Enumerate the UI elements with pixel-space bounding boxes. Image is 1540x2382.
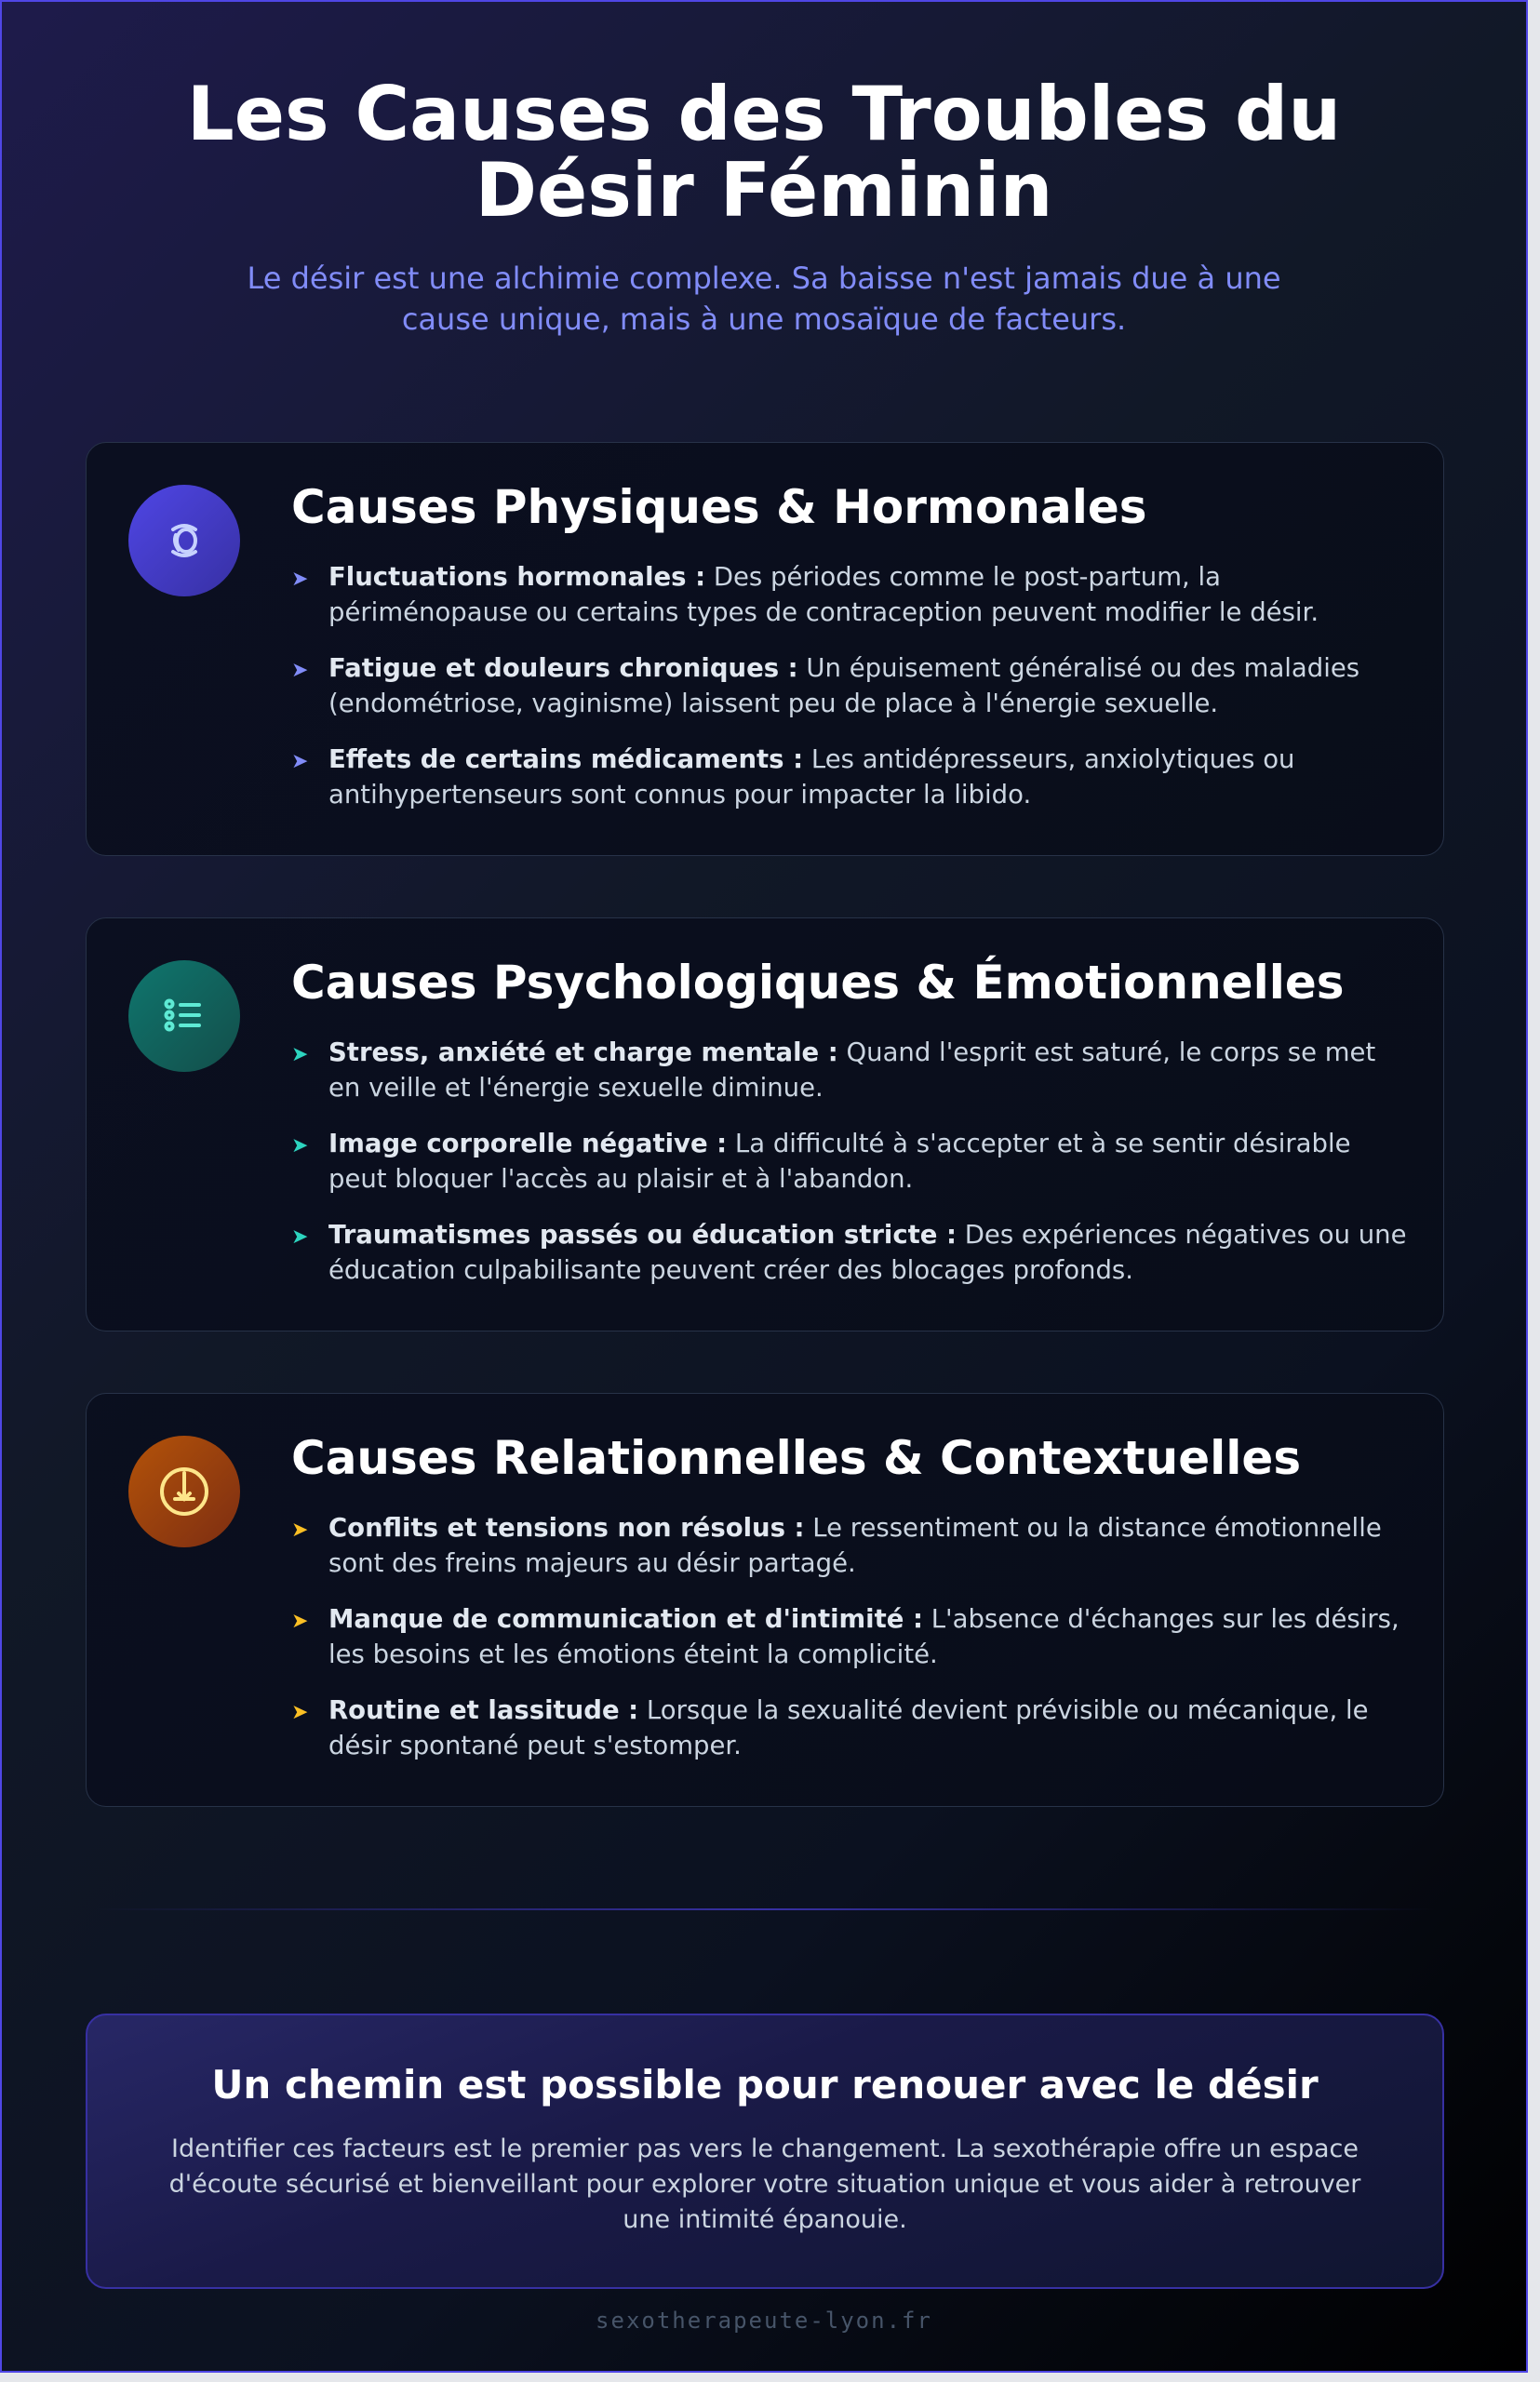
list-item: ➤ Routine et lassitude : Lorsque la sexualité devient prévisible ou mécanique, le désir spontané peut s'estomper.	[291, 1695, 1369, 1760]
title-line-2: Désir Féminin	[475, 147, 1053, 234]
arrow-icon: ➤	[291, 1225, 309, 1249]
arrow-icon: ➤	[291, 659, 309, 682]
section-title: Causes Physiques & Hormonales	[291, 480, 1147, 534]
cta-title: Un chemin est possible pour renouer avec le désir	[211, 2062, 1319, 2108]
list-item: ➤ Conflits et tensions non résolus : Le ressentiment ou la distance émotionnelle sont des freins majeurs au désir partagé.	[291, 1513, 1382, 1578]
divider	[95, 1908, 1435, 1910]
page-title	[2, 71, 1526, 234]
list-item: ➤ Traumatismes passés ou éducation stricte : Des expériences négatives ou une éducation culpabilisante peuvent créer des blocages profonds.	[291, 1220, 1407, 1285]
cta-text: Identifier ces facteurs est le premier pas vers le changement. La sexothérapie offre un espace d'écoute sécurisé et bienveillant pour explorer votre situation unique et vous aider à retrouver une intimité épanouie.	[168, 2134, 1361, 2234]
page-subtitle	[188, 258, 1340, 340]
title-line-1: Les Causes des Troubles du	[186, 71, 1342, 157]
arrow-icon: ➤	[291, 1610, 309, 1633]
arrow-icon: ➤	[291, 1043, 309, 1066]
list-item: ➤ Manque de communication et d'intimité : L'absence d'échanges sur les désirs, les besoins et les émotions éteint la complicité.	[291, 1604, 1399, 1669]
card-physical-causes	[86, 442, 1444, 856]
section-title: Causes Psychologiques & Émotionnelles	[291, 956, 1345, 1010]
cause-list	[291, 559, 1408, 833]
list-item: ➤ Effets de certains médicaments : Les antidépresseurs, anxiolytiques ou antihypertenseurs sont connus pour impacter la libido.	[291, 744, 1295, 810]
circle-anchor-icon	[128, 1436, 240, 1547]
arrow-icon: ➤	[291, 1519, 309, 1542]
list-item: ➤ Image corporelle négative : La difficulté à s'accepter et à se sentir désirable peut bloquer l'accès au plaisir et à l'abandon.	[291, 1129, 1351, 1194]
arrow-icon: ➤	[291, 1701, 309, 1724]
list-icon	[128, 960, 240, 1072]
arrow-icon: ➤	[291, 750, 309, 773]
subtitle-line-1: Le désir est une alchimie complexe. Sa baisse n'est jamais due à une	[247, 261, 1281, 296]
cause-list	[291, 1510, 1408, 1784]
arrow-icon: ➤	[291, 1134, 309, 1158]
cause-list	[291, 1035, 1408, 1308]
subtitle-line-2: cause unique, mais à une mosaïque de facteurs.	[401, 301, 1127, 337]
card-psychological-causes	[86, 917, 1444, 1332]
list-item: ➤ Fluctuations hormonales : Des périodes comme le post-partum, la périménopause ou certains types de contraception peuvent modifier le désir.	[291, 562, 1319, 627]
footer-website: sexotherapeute-lyon.fr	[596, 2308, 932, 2334]
section-title: Causes Relationnelles & Contextuelles	[291, 1431, 1302, 1485]
hormone-cycle-icon	[128, 485, 240, 596]
arrow-icon: ➤	[291, 568, 309, 591]
list-item: ➤ Stress, anxiété et charge mentale : Quand l'esprit est saturé, le corps se met en veille et l'énergie sexuelle diminue.	[291, 1037, 1376, 1103]
list-item: ➤ Fatigue et douleurs chroniques : Un épuisement généralisé ou des maladies (endométriose, vaginisme) laissent peu de place à l'énergie sexuelle.	[291, 653, 1360, 718]
card-relational-causes	[86, 1393, 1444, 1807]
cta-box	[86, 2014, 1444, 2289]
